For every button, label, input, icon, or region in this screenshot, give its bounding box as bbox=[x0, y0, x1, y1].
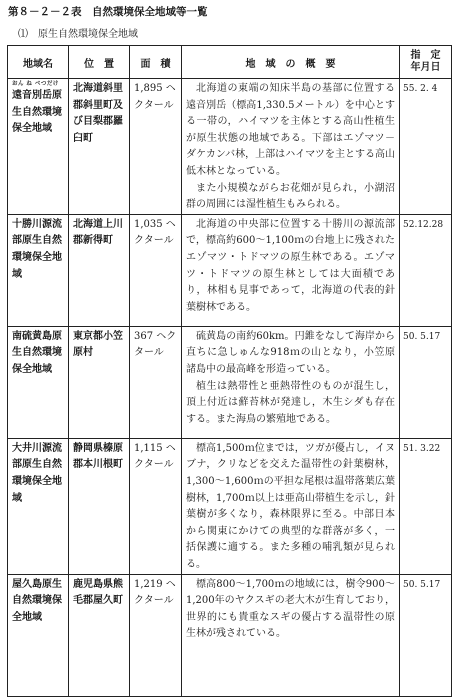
table-subtitle: ⑴ 原生自然環境保全地域 bbox=[18, 29, 138, 40]
location-cell: 北海道上川郡新得町 bbox=[69, 214, 130, 326]
designation-date-cell: 52.12.28 bbox=[400, 214, 452, 326]
location-cell: 静岡県榛原郡本川根町 bbox=[69, 438, 130, 574]
designation-date-cell: 50. 5.17 bbox=[400, 574, 452, 696]
column-header-date bbox=[400, 46, 452, 79]
table-header-row bbox=[8, 46, 452, 79]
summary-paragraph: また小規模ながらお花畑が見られ，小湖沼群の周囲には湿性植生もみられる。 bbox=[186, 182, 395, 211]
summary-paragraph: 植生は熱帯性と亜熱帯性のものが混生し，頂上付近は蘚苔林が発達し，木生シダも存在する。また海鳥の繁殖地である。 bbox=[186, 380, 395, 425]
designation-date-cell: 50. 5.17 bbox=[400, 326, 452, 438]
summary-cell bbox=[182, 79, 400, 215]
area-name: 屋久島原生自然環境保全地域 bbox=[12, 578, 62, 623]
column-header-area: 面 積 bbox=[130, 46, 182, 79]
column-header-date-line2: 年月日 bbox=[410, 62, 441, 73]
table-title: 第８－２－２表 自然環境保全地域等一覧 bbox=[8, 6, 208, 18]
summary-paragraph: 標高800～1,700ｍの地域には，樹令900～1,200年のヤクスギの老大木が生育しており，世界的にも貴重なスギの優占する温帯性の原生林が残されている。 bbox=[186, 578, 395, 640]
area-name: 南硫黄島原生自然環境保全地域 bbox=[12, 330, 62, 375]
area-name: 遠音別岳原生自然環境保全地域 bbox=[12, 90, 62, 135]
designation-date-cell: 51. 3.22 bbox=[400, 438, 452, 574]
area-cell: 1,219 ヘクタール bbox=[130, 574, 182, 696]
summary-paragraph: 標高1,500ｍ位までは，ツガが優占し，イヌブナ，クリなどを交えた温帯性の針葉樹林，1,300～1,600ｍの平担な尾根は温帯落葉広葉樹林，1,700ｍ以上は亜高山帯植生を示し，針葉樹が多くなり，森林限界に至る。中部日本から関東にかけての典型的な群落が多く，一括保護に適する。また多種の哺乳類が見られる。 bbox=[186, 442, 395, 570]
area-cell: 367 ヘクタール bbox=[130, 326, 182, 438]
column-header-summary: 地 域 の 概 要 bbox=[182, 46, 400, 79]
area-name-cell bbox=[8, 214, 69, 326]
summary-paragraph: 硫黄島の南約60km。円錐をなして海岸から直ちに急しゅんな918ｍの山となり，小笠原諸島中の最高峰を形造っている。 bbox=[186, 330, 395, 375]
area-cell: 1,115 ヘクタール bbox=[130, 438, 182, 574]
location-cell: 鹿児島県熊毛郡屋久町 bbox=[69, 574, 130, 696]
name-ruby: おん ね べつだけ bbox=[12, 81, 59, 87]
location-cell: 東京都小笠原村 bbox=[69, 326, 130, 438]
column-header-date-line1: 指 定 bbox=[410, 50, 441, 61]
area-name-cell bbox=[8, 574, 69, 696]
summary-cell bbox=[182, 326, 400, 438]
area-name-cell bbox=[8, 326, 69, 438]
summary-cell bbox=[182, 574, 400, 696]
area-cell: 1,895 ヘクタール bbox=[130, 79, 182, 215]
table-row bbox=[8, 438, 452, 574]
table-row bbox=[8, 214, 452, 326]
area-name-cell bbox=[8, 438, 69, 574]
area-name: 大井川源流部原生自然環境保全地域 bbox=[12, 442, 62, 504]
summary-paragraph: 北海道の東端の知床半島の基部に位置する遠音別岳（標高1,330.5メートル）を中心とする一帯の，ハイマツを主体とする高山性植生が原生状態の地域である。下部はエゾマツ－ダケカンバ林，上部はハイマツを主とする高山低木林となっている。 bbox=[186, 83, 395, 177]
summary-cell bbox=[182, 214, 400, 326]
designation-date-cell: 55. 2. 4 bbox=[400, 79, 452, 215]
table-row bbox=[8, 574, 452, 696]
table-row bbox=[8, 79, 452, 215]
area-name-cell bbox=[8, 79, 69, 215]
summary-cell bbox=[182, 438, 400, 574]
conservation-areas-table bbox=[7, 45, 452, 697]
column-header-name: 地域名 bbox=[8, 46, 69, 79]
area-cell: 1,035 ヘクタール bbox=[130, 214, 182, 326]
table-row bbox=[8, 326, 452, 438]
area-name: 十勝川源流部原生自然環境保全地域 bbox=[12, 218, 62, 280]
location-cell: 北海道斜里郡斜里町及び目梨郡羅臼町 bbox=[69, 79, 130, 215]
column-header-location: 位 置 bbox=[69, 46, 130, 79]
summary-paragraph: 北海道の中央部に位置する十勝川の源流部で，標高約600～1,100ｍの台地上に残されたエゾマツ・トドマツの原生林である。エゾマツ・トドマツの原生林としては大面積であり，林相も見事であって，北海道の代表的針葉樹林である。 bbox=[186, 218, 395, 313]
